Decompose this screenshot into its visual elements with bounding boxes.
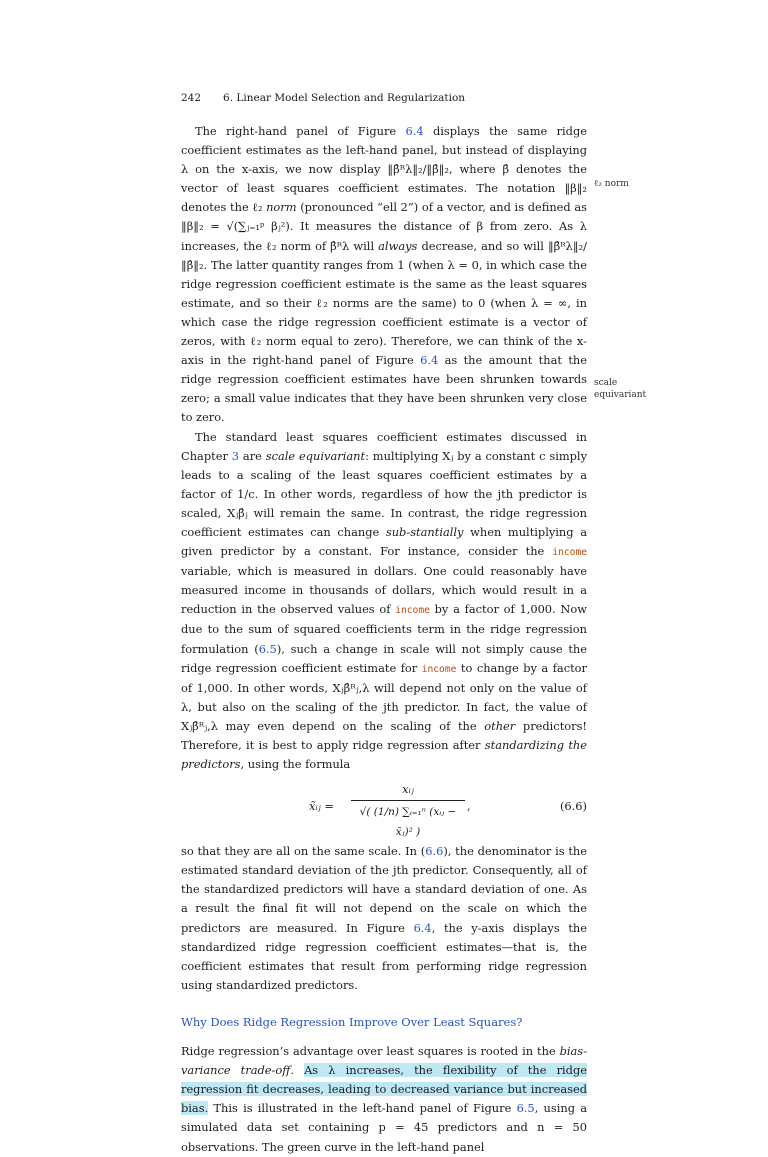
margin-note-l2-norm: ℓ₂ norm: [594, 179, 629, 189]
para1-text-d: (pronounced “ell 2”) of a vector, and is defined as ‖β‖₂ = √(∑ⱼ₌₁ᵖ βⱼ²). It measures the distance of β from zero. As λ increases, the ℓ₂ norm of β̂ᴿλ will: [181, 200, 587, 253]
equation-link[interactable]: 6.6: [425, 844, 444, 859]
equation-denominator: √( (1/n) ∑ᵢ₌₁ⁿ (xᵢⱼ − x̄ⱼ)² ): [359, 806, 457, 839]
margin-note-scale: scale: [594, 378, 618, 388]
para2-text-a: The standard least squares coefficient estimates discussed in Chapter: [181, 429, 587, 463]
bias-variance-term: bias-variance trade-off: [181, 1044, 587, 1078]
equation-lhs: x̃ᵢⱼ =: [309, 799, 334, 814]
section-heading: Why Does Ridge Regression Improve Over Least Squares?: [181, 1014, 523, 1029]
para4-text-c: This is illustrated in the left-hand panel of Figure: [208, 1101, 517, 1116]
figure-link[interactable]: 6.5: [516, 1101, 535, 1116]
para4-text-b: .: [290, 1063, 305, 1078]
para2-text-e: variable, which is measured in dollars. One could reasonably have measured income in thousands of dollars, which would result in a reduction in the observed values of: [181, 564, 587, 617]
figure-link[interactable]: 6.4: [405, 124, 424, 138]
standardizing-emphasis: standardizing the predictors: [181, 738, 587, 772]
fraction-bar: [351, 800, 465, 801]
para2-text-b: are: [239, 448, 266, 463]
page-number: 242: [181, 92, 202, 104]
highlighted-sentence[interactable]: As λ increases, the flexibility of the ridge regression fit decreases, leading to decreased variance but increased bias.: [181, 1063, 587, 1116]
para3-text-b: ), the denominator is the estimated standard deviation of the jth predictor. Consequently, all of the standardized predictors will have a standard deviation of one. As a result the final fit will not depend on the scale on which the predictors are measured. In Figure: [181, 844, 587, 935]
norm-term: norm: [266, 200, 297, 215]
para2-text-g: ), such a change in scale will not simply cause the ridge regression coefficient estimate for: [181, 641, 587, 675]
equation-number: (6.6): [559, 799, 587, 814]
paragraph-1: [181, 122, 587, 428]
margin-note-equivariant: equivariant: [594, 390, 647, 400]
para1-text-a: The right-hand panel of Figure: [195, 124, 406, 138]
chapter-link[interactable]: 3: [231, 448, 240, 463]
para3-text-a: so that they are all on the same scale. In (: [181, 844, 426, 859]
equation-6-6: [181, 778, 587, 840]
income-code: income: [395, 605, 430, 617]
figure-link[interactable]: 6.4: [413, 920, 432, 935]
para4-text-d: , using a simulated data set containing p = 45 predictors and n = 50 observations. The green curve in the left-hand panel: [181, 1101, 588, 1154]
scale-equivariant-term: scale equivariant: [265, 448, 366, 463]
para2-text-j: , using the formula: [240, 757, 351, 772]
equation-numerator: xᵢⱼ: [402, 782, 414, 797]
para1-text-b: displays the same ridge coefficient estimates as the left-hand panel, but instead of displaying λ on the x-axis, we now display ‖β̂: [181, 124, 588, 177]
paragraph-3: [181, 842, 587, 995]
para1-text-c: ᴿλ‖₂/‖β̂‖₂, where β̂ denotes the vector of least squares coefficient estimates. The notation ‖β‖₂ denotes the ℓ₂: [181, 162, 587, 215]
para2-text-h: to change by a factor of 1,000. In other words, Xⱼβ̂ᴿⱼ,λ will depend not only on the value of λ, but also on the scaling of the jth predictor. In fact, the value of Xⱼβ̂ᴿⱼ,λ may even depend on the scaling of the: [181, 660, 587, 733]
other-emphasis: other: [484, 718, 516, 733]
running-header: [181, 92, 591, 104]
paragraph-4: [181, 1042, 587, 1157]
para2-text-d: when multiplying a given predictor by a constant. For instance, consider the: [181, 524, 587, 559]
chapter-title: 6. Linear Model Selection and Regularization: [223, 92, 466, 104]
figure-link[interactable]: 6.4: [420, 353, 439, 368]
para3-text-c: , the y-axis displays the standardized ridge regression coefficient estimates—that is, the coefficient estimates that result from performing ridge regression using standardized predictors.: [181, 920, 587, 992]
equation-fraction: [351, 780, 465, 842]
para1-text-f: as the amount that the ridge regression coefficient estimates have been shrunken towards zero; a small value indicates that they have been shrunken very close to zero.: [181, 353, 587, 425]
para2-text-f: by a factor of 1,000. Now due to the sum of squared coefficients term in the ridge regression formulation (: [181, 602, 587, 656]
paragraph-2: [181, 428, 587, 775]
para4-text-a: Ridge regression’s advantage over least squares is rooted in the: [181, 1044, 560, 1059]
main-text: [181, 122, 587, 1157]
para2-text-i: predictors! Therefore, it is best to apply ridge regression after: [181, 718, 587, 752]
para1-text-e: decrease, and so will ‖β̂ᴿλ‖₂/‖β̂‖₂. The latter quantity ranges from 1 (when λ = 0, in which case the ridge regression coefficient estimate is the same as the least squares estimate, and so their ℓ₂ norms are the same) to 0 (when λ = ∞, in which case the ridge regression coefficient estimate is a vector of zeros, with ℓ₂ norm equal to zero). Therefore, we can think of the x-axis in the right-hand panel of Figure: [181, 238, 587, 368]
equation-comma: ,: [467, 799, 471, 814]
para2-text-c: : multiplying Xⱼ by a constant c simply leads to a scaling of the least squares coefficient estimates by a factor of 1/c. In other words, regardless of how the jth predictor is scaled, Xⱼβ̂ⱼ will remain the same. In contrast, the ridge regression coefficient estimates can change: [181, 448, 588, 539]
always-emphasis: always: [378, 238, 418, 253]
income-code: income: [421, 663, 457, 675]
equation-link[interactable]: 6.5: [258, 641, 277, 656]
income-code: income: [552, 547, 587, 559]
substantially-emphasis: sub-stantially: [385, 524, 464, 539]
